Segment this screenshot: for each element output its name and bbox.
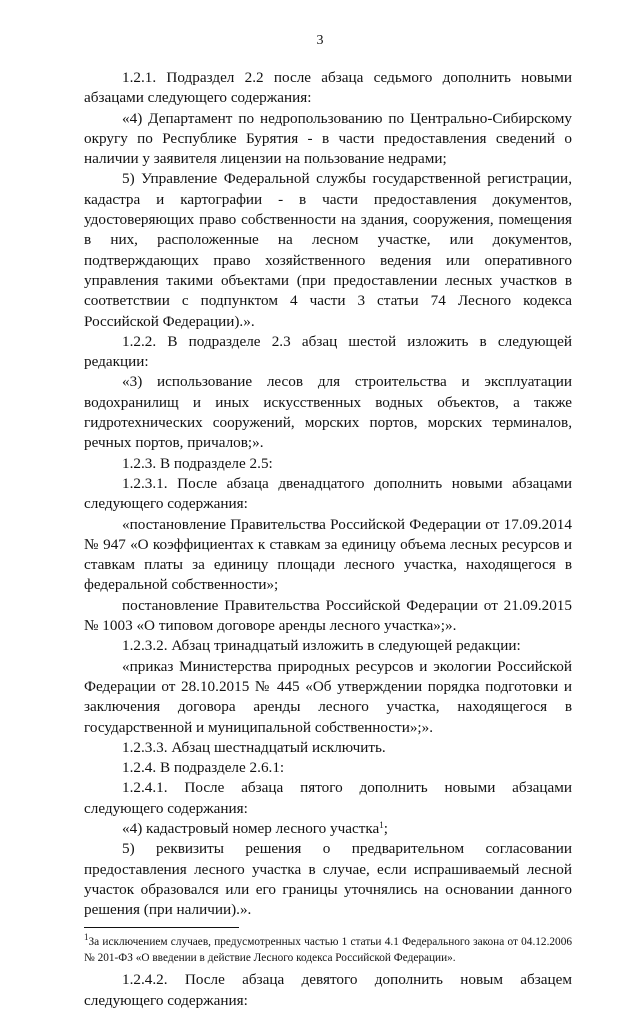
footnote-reference: 1: [379, 819, 384, 830]
paragraph: 1.2.2. В подразделе 2.3 абзац шестой изложить в следующей редакции:: [84, 332, 572, 371]
footnote: [84, 934, 572, 966]
document-body: [84, 68, 572, 1011]
paragraph: 1.2.3.2. Абзац тринадцатый изложить в следующей редакции:: [122, 637, 521, 655]
paragraph-text: «4) кадастровый номер лесного участка: [122, 819, 380, 837]
footnote-divider: [84, 927, 239, 928]
paragraph: 1.2.4.2. После абзаца девятого дополнить новым абзацем следующего содержания:: [84, 971, 572, 1009]
paragraph: 1.2.1. Подраздел 2.2 после абзаца седьмого дополнить новыми абзацами следующего содержания:: [84, 69, 572, 107]
paragraph: 5) Управление Федеральной службы государственной регистрации, кадастра и картографии - в части предоставления документов, удостоверяющих право собственности на здания, сооружения, помещения в них, расположенные на лесном участке, или документов, подтверждающих право хозяйственного ведения или оперативного управления такими объектами (при предоставлении лесных участков в соответствии с подпунктом 4 части 3 статьи 74 Лесного кодекса Российской Федерации).».: [84, 170, 572, 330]
paragraph: 5) реквизиты решения о предварительном согласовании предоставления лесного участка в случае, если испрашиваемый лесной участок образовался или его границы уточнялись на основании данного решения (при наличии).».: [84, 840, 572, 919]
paragraph: 1.2.4. В подразделе 2.6.1:: [122, 759, 285, 777]
paragraph-with-footnote-ref: [84, 819, 572, 839]
paragraph: «3) использование лесов для строительства и эксплуатации водохранилищ и иных искусственных водных объектов, а также гидротехнических сооружений, морских портов, морских терминалов, речных портов, причалов;».: [84, 373, 572, 452]
paragraph: 1.2.3.3. Абзац шестнадцатый исключить.: [122, 738, 386, 756]
page-number: 3: [316, 33, 324, 48]
footnote-text: За исключением случаев, предусмотренных частью 1 статьи 4.1 Федерального закона от 04.12.2006 № 201-ФЗ «О введении в действие Лесного кодекса Российской Федерации».: [84, 936, 572, 965]
footnote-marker: 1: [84, 932, 89, 943]
paragraph: 1.2.3.1. После абзаца двенадцатого дополнить новыми абзацами следующего содержания:: [84, 474, 572, 513]
paragraph: 1.2.4.1. После абзаца пятого дополнить новыми абзацами следующего содержания:: [84, 779, 572, 817]
paragraph: постановление Правительства Российской Федерации от 21.09.2015 № 1003 «О типовом договоре аренды лесного участка»;».: [84, 596, 572, 635]
paragraph: «4) Департамент по недропользованию по Центрально-Сибирскому округу по Республике Бурятия - в части предоставления сведений о наличии у заявителя лицензии на пользование недрами;: [84, 109, 572, 168]
paragraph: «постановление Правительства Российской Федерации от 17.09.2014 № 947 «О коэффициентах к ставкам за единицу объема лесных ресурсов и ставкам платы за единицу площади лесного участка, находящегося в федеральной собственности»;: [84, 515, 572, 594]
paragraph-text-end: ;: [383, 819, 389, 837]
paragraph: 1.2.3. В подразделе 2.5:: [122, 454, 273, 472]
paragraph: «приказ Министерства природных ресурсов и экологии Российской Федерации от 28.10.2015 № 445 «Об утверждении порядка подготовки и заключения договора аренды лесного участка, находящегося в государственной и муниципальной собственности»;».: [84, 657, 572, 736]
